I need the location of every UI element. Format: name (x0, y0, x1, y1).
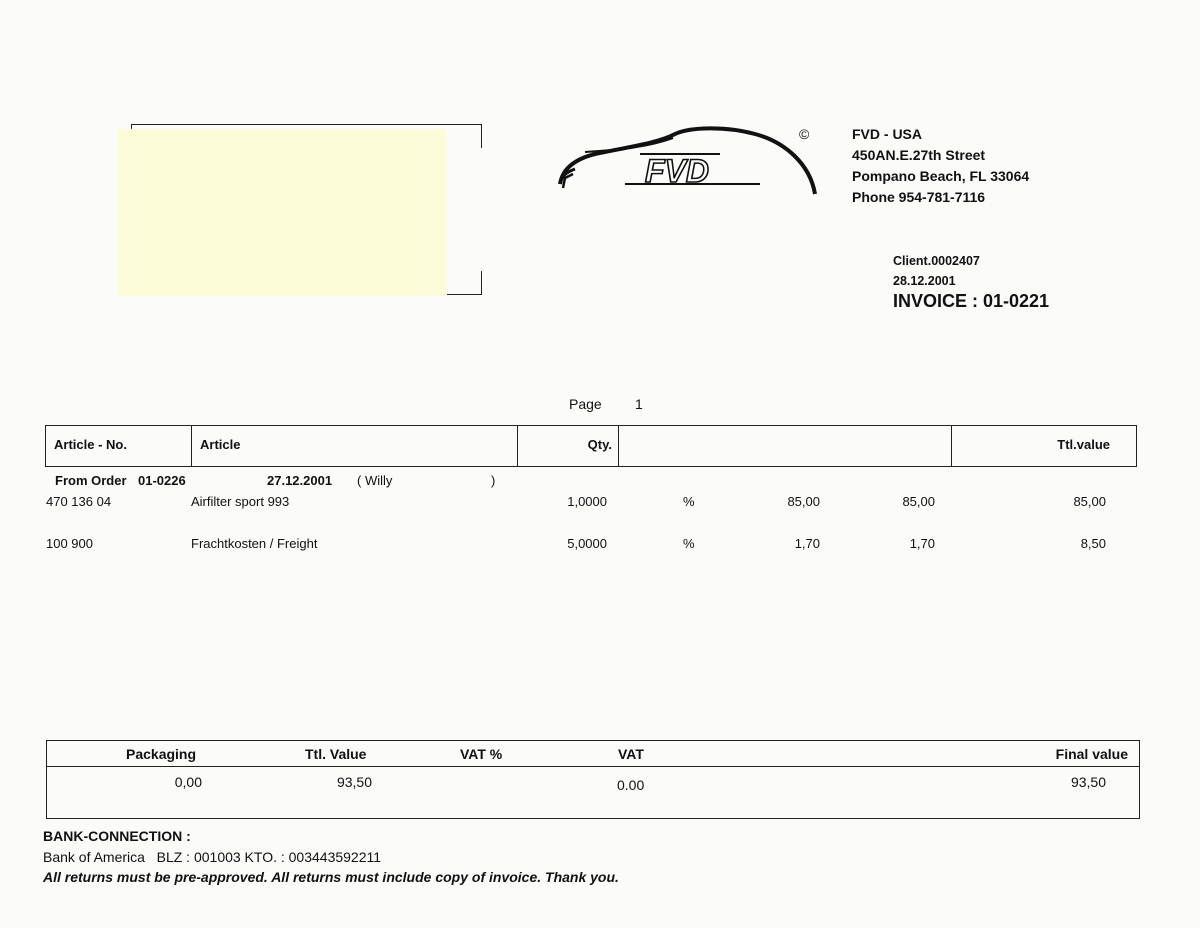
client-number: Client.0002407 (893, 254, 980, 268)
header-ttl-value: Ttl.value (1057, 437, 1110, 452)
fvd-logo (555, 124, 820, 199)
invoice-number: INVOICE : 01-0221 (893, 291, 1050, 311)
order-label: From Order (55, 473, 127, 488)
order-customer: ( Willy (357, 473, 393, 488)
row2-net: 1,70 (909, 536, 935, 551)
header-article-no: Article - No. (54, 437, 127, 452)
items-table-header (45, 425, 1137, 467)
totals-header-packaging: Packaging (126, 746, 197, 762)
row1-unit: % (683, 494, 695, 509)
copyright-mark: © (799, 126, 810, 142)
page-number: 1 (635, 396, 643, 412)
order-date: 27.12.2001 (267, 473, 333, 488)
page-label: Page (569, 396, 602, 412)
totals-packaging-value: 0,00 (174, 774, 202, 790)
row2-unit: % (683, 536, 695, 551)
returns-policy-note: All returns must be pre-approved. All returns must include copy of invoice. Thank you. (43, 869, 619, 885)
address-label-sticker (117, 129, 447, 296)
order-number: 01-0226 (138, 473, 186, 488)
totals-final-value: 93,50 (1070, 774, 1106, 790)
row1-qty: 1,0000 (567, 494, 607, 509)
bank-name: Bank of America (43, 849, 145, 865)
company-phone: Phone 954-781-7116 (852, 189, 986, 205)
company-street: 450AN.E.27th Street (852, 147, 986, 163)
totals-header-final-value: Final value (1055, 746, 1128, 762)
invoice-date: 28.12.2001 (893, 274, 956, 288)
row1-article: Airfilter sport 993 (191, 494, 290, 509)
totals-table (46, 740, 1140, 819)
company-city: Pompano Beach, FL 33064 (852, 168, 1030, 184)
totals-header-vat-pct: VAT % (460, 746, 503, 762)
row2-price: 1,70 (794, 536, 820, 551)
totals-header-ttl-value: Ttl. Value (305, 746, 367, 762)
company-address-block (852, 124, 1029, 208)
bank-connection-line (43, 849, 381, 865)
row1-article-no: 470 136 04 (46, 494, 112, 509)
row1-total: 85,00 (1073, 494, 1106, 509)
row1-net: 85,00 (902, 494, 935, 509)
totals-ttl-value: 93,50 (336, 774, 372, 790)
row2-article: Frachtkosten / Freight (191, 536, 318, 551)
row2-total: 8,50 (1080, 536, 1106, 551)
order-customer-close: ) (491, 473, 496, 488)
row1-price: 85,00 (787, 494, 820, 509)
bank-connection-title: BANK-CONNECTION : (43, 828, 191, 844)
bank-details: BLZ : 001003 KTO. : 003443592211 (156, 849, 382, 865)
fvd-logo-text: FVD (645, 153, 709, 189)
header-qty: Qty. (587, 437, 612, 452)
company-name: FVD - USA (852, 126, 922, 142)
totals-vat-value: 0.00 (617, 777, 645, 793)
row2-article-no: 100 900 (46, 536, 93, 551)
row2-qty: 5,0000 (567, 536, 607, 551)
totals-header-vat: VAT (618, 746, 644, 762)
client-block (893, 251, 980, 291)
header-article: Article (200, 437, 241, 452)
